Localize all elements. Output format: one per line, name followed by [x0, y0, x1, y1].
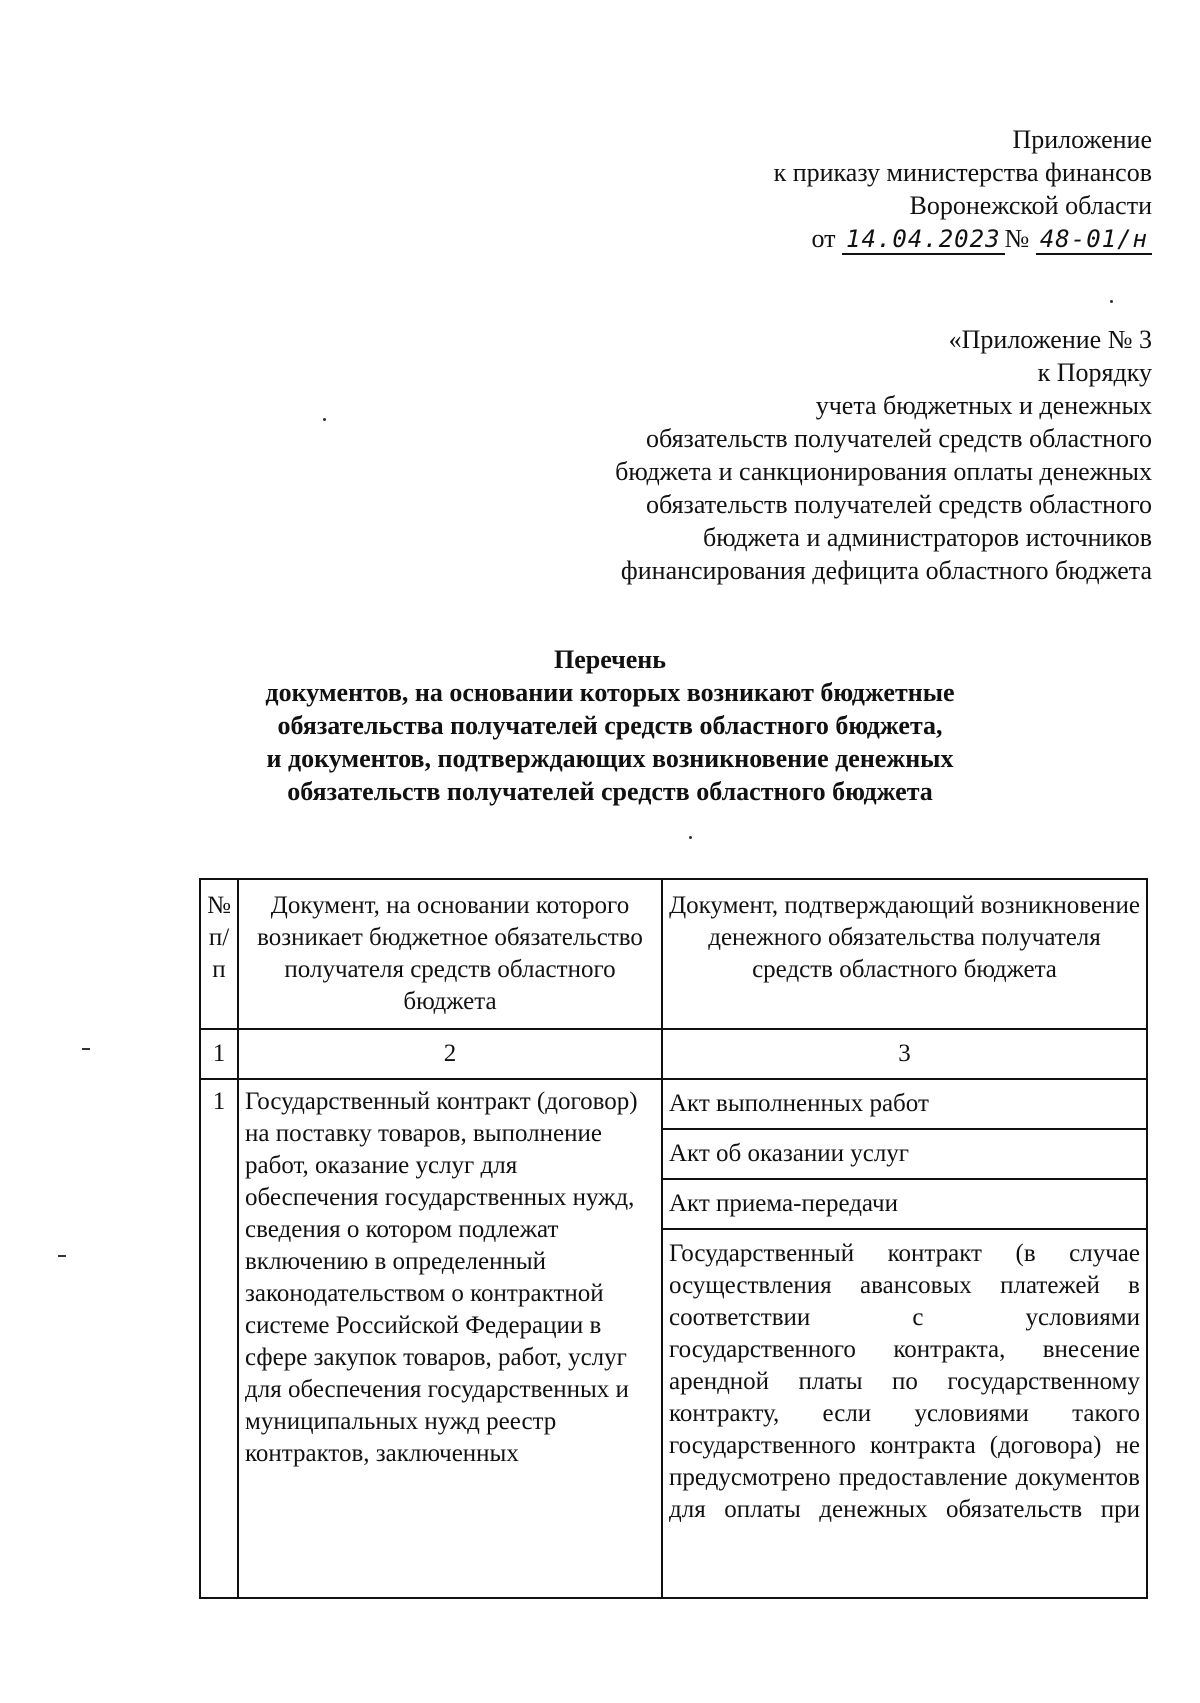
confirming-document: Акт об оказании услуг	[663, 1130, 1146, 1180]
annex-header	[615, 323, 1152, 587]
annex-line: «Приложение № 3	[948, 325, 1152, 354]
scan-speck	[58, 1255, 66, 1257]
annex-line: обязательств получателей средств областного	[646, 424, 1152, 453]
scan-speck	[689, 836, 692, 839]
confirming-documents	[662, 1079, 1147, 1598]
annex-line: финансирования дефицита областного бюджета	[620, 556, 1152, 585]
order-date: 14.04.2023	[842, 225, 1005, 255]
annex-line: бюджета и администраторов источников	[703, 523, 1152, 552]
table-header-row	[200, 879, 1147, 1029]
confirming-document: Акт выполненных работ	[663, 1080, 1146, 1130]
title-line: и документов, подтверждающих возникновение денежных	[266, 744, 954, 773]
header-cell-basis: Документ, на основании которого возникает бюджетное обязательство получателя средств областного бюджета	[238, 879, 662, 1029]
column-number: 2	[238, 1029, 662, 1079]
basis-document-text: Государственный контракт (договор) на поставку товаров, выполнение работ, оказание услуг для обеспечения государственных нужд, сведения о котором подлежат включению в определенный законодательством о контрактной системе Российской Федерации в сфере закупок товаров, работ, услуг для обеспечения государственных и муниципальных нужд реестр контрактов, заключенных	[245, 1088, 638, 1467]
confirming-document: Государственный контракт (в случае осуществления авансовых платежей в соответствии с условиями государственного контракта, внесение арендной платы по государственному контракту, если условиями такого государственного контракта (договора) не предусмотрено предоставление документов для оплаты денежных обязательств при	[669, 1240, 1140, 1523]
annex-line: бюджета и санкционирования оплаты денежных	[615, 457, 1152, 486]
row-number: 1	[200, 1079, 238, 1598]
number-label: №	[1004, 224, 1030, 253]
column-number-row	[200, 1029, 1147, 1079]
column-number: 3	[662, 1029, 1147, 1079]
approval-line: Приложение	[1012, 125, 1152, 154]
title-line: обязательств получателей средств областного бюджета	[287, 777, 933, 806]
annex-line: учета бюджетных и денежных	[815, 391, 1152, 420]
basis-document	[238, 1079, 662, 1598]
header-cell-number: № п/п	[200, 879, 238, 1029]
annex-line: обязательств получателей средств областного	[646, 490, 1152, 519]
approval-header	[774, 123, 1152, 222]
confirming-document: Акт приема-передачи	[663, 1180, 1146, 1230]
document-title	[180, 643, 1040, 808]
column-number: 1	[200, 1029, 238, 1079]
scan-speck	[323, 418, 326, 421]
approval-line: к приказу министерства финансов	[773, 158, 1152, 187]
title-line: Перечень	[553, 645, 667, 674]
title-line: обязательства получателей средств областного бюджета,	[277, 711, 943, 740]
annex-line: к Порядку	[1037, 358, 1152, 387]
approval-line: Воронежской области	[909, 191, 1152, 220]
title-line: документов, на основании которых возникают бюджетные	[265, 678, 955, 707]
documents-table	[199, 878, 1148, 1599]
order-number: 48-01/н	[1036, 225, 1152, 255]
table-row	[200, 1079, 1147, 1598]
from-label: от	[811, 224, 836, 253]
header-cell-confirming: Документ, подтверждающий возникновение денежного обязательства получателя средств областного бюджета	[662, 879, 1147, 1029]
scan-speck	[82, 1048, 90, 1050]
order-date-number	[812, 222, 1153, 256]
scan-speck	[1110, 300, 1113, 303]
